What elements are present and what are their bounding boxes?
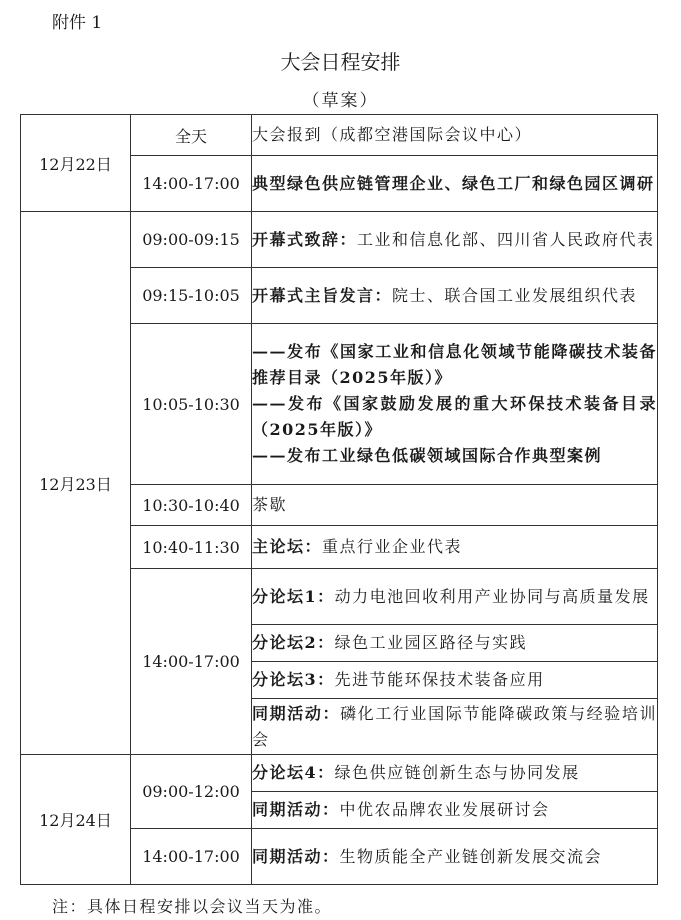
time-cell: 09:00-12:00 [131, 755, 252, 829]
session-label: 开幕式主旨发言： [252, 285, 393, 305]
time-cell: 14:00-17:00 [131, 829, 252, 885]
footnote: 注：具体日程安排以会议当天为准。 [52, 897, 333, 916]
content-cell [252, 792, 658, 829]
session-detail: 重点行业企业代表 [322, 537, 463, 556]
content-cell [252, 662, 658, 699]
page-subtitle: （草案） [302, 91, 379, 111]
release-item: ——发布工业绿色低碳领域国际合作典型案例 [252, 446, 603, 465]
session-label: 同期活动： [252, 846, 340, 866]
session-detail: 动力电池回收利用产业协同与高质量发展 [334, 586, 650, 606]
schedule-table [20, 114, 658, 885]
content-cell [252, 569, 658, 625]
time-cell: 09:15-10:05 [131, 268, 252, 324]
session-detail: 工业和信息化部、四川省人民政府代表 [357, 229, 655, 249]
content-cell [252, 829, 658, 885]
content-cell [252, 526, 658, 569]
table-row [21, 115, 658, 156]
session-detail: 中优农品牌农业发展研讨会 [339, 800, 550, 819]
session-label: 分论坛1： [252, 586, 335, 606]
date-cell: 12月23日 [21, 212, 131, 755]
content-cell [252, 324, 658, 485]
time-cell: 10:30-10:40 [131, 485, 252, 526]
session-label: 分论坛4： [252, 763, 335, 782]
content-cell: 茶歇 [252, 485, 658, 526]
content-cell: 大会报到（成都空港国际会议中心） [252, 115, 658, 156]
date-cell: 12月24日 [21, 755, 131, 885]
content-cell [252, 755, 658, 792]
content-cell [252, 156, 658, 212]
time-cell: 14:00-17:00 [131, 569, 252, 755]
session-label: 分论坛2： [252, 633, 335, 652]
date-cell: 12月22日 [21, 115, 131, 212]
session-label: 同期活动： [252, 703, 341, 723]
release-item: ——发布《国家鼓励发展的重大环保技术装备目录（2025年版）》 [252, 394, 657, 439]
time-cell: 10:40-11:30 [131, 526, 252, 569]
content-cell [252, 699, 658, 755]
release-item: ——发布《国家工业和信息化领域节能降碳技术装备推荐目录（2025年版）》 [252, 342, 657, 387]
session-detail: 院士、联合国工业发展组织代表 [392, 285, 638, 305]
time-cell: 全天 [131, 115, 252, 156]
session-detail: 绿色供应链创新生态与协同发展 [334, 763, 580, 782]
time-cell: 09:00-09:15 [131, 212, 252, 268]
content-cell [252, 212, 658, 268]
session-detail: 绿色工业园区路径与实践 [334, 633, 528, 652]
session-detail: 生物质能全产业链创新发展交流会 [339, 846, 603, 866]
page-title: 大会日程安排 [280, 50, 401, 74]
content-cell [252, 268, 658, 324]
time-cell: 10:05-10:30 [131, 324, 252, 485]
table-row [21, 755, 658, 792]
session-label: 同期活动： [252, 800, 340, 819]
session-label: 开幕式致辞： [252, 229, 358, 249]
table-row [21, 212, 658, 268]
time-cell: 14:00-17:00 [131, 156, 252, 212]
session-detail: 磷化工行业国际节能降碳政策与经验培训会 [252, 703, 657, 749]
session-detail: 先进节能环保技术装备应用 [334, 670, 545, 689]
session-label: 分论坛3： [252, 670, 335, 689]
session-title: 典型绿色供应链管理企业、绿色工厂和绿色园区调研 [252, 173, 655, 193]
session-label: 主论坛： [252, 537, 323, 556]
content-cell [252, 625, 658, 662]
attachment-label: 附件 1 [52, 13, 103, 33]
